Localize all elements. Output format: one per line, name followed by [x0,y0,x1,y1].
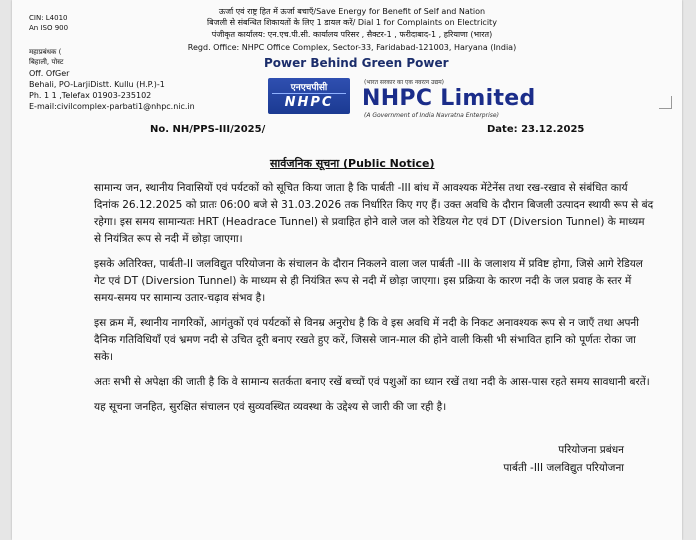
tagline: Power Behind Green Power [264,56,449,70]
regd-office-hindi: पंजीकृत कार्यालय: एन.एच.पी.सी. कार्यालय परिसर , सैक्टर-1 , फरीदाबाद-1 , हरियाणा (भारत) [211,30,493,39]
brand-subtitle: (A Government of India Navratna Enterprise) [364,112,499,119]
corner-mark [659,96,672,109]
brand-hindi-subtitle: (भारत सरकार का एक नवरत्न उद्यम) [364,79,445,86]
paragraph-3: इस क्रम में, स्थानीय नागरिकों, आगंतुकों एवं पर्यटकों से विनम्र अनुरोध है कि वे इस अवधि में नदी के निकट अनावश्यक रूप से न जाएँ तथा अपनी दैनिक गतिविधियाँ एवं भ्रमण नदी से उचित दूरी बनाए रखते हुए करें, जिससे जान-माल की होने वाली किसी भी संभावित हानि को पूर्णतः रोका जा सके। [94,317,639,363]
paragraph-1: सामान्य जन, स्थानीय निवासियों एवं पर्यटकों को सूचित किया जाता है कि पार्बती -III बांध में आवश्यक मेंटेनेंस तथा रख-रखाव से संबंधित कार्य दिनांक 26.12.2025 को प्रातः 06:00 बजे से 31.03.2026 तक निर्धारित किए गए हैं। उक्त अवधि के दौरान बिजली उत्पादन स्थायी रूप से बंद रहेगा। इस समय सामान्यतः HRT (Headrace Tunnel) से प्रवाहित होने वाले जल को रेडियल गेट एवं DT (Diversion Tunnel) के माध्यम से नियंत्रित रूप से नदी में छोड़ा जाएगा। [94,182,654,245]
notice-date: Date: 23.12.2025 [487,124,585,135]
address-line-4: Behali, PO-LarjiDistt. Kullu (H.P.)-1 [29,80,165,89]
notice-title: सार्वजनिक सूचना (Public Notice) [270,157,435,170]
logo-divider [272,93,346,94]
paragraph-5: यह सूचना जनहित, सुरक्षित संचालन एवं सुव्यवस्थित व्यवस्था के उद्देश्य से जारी की जा रही है। [94,401,447,413]
paragraph-4: अतः सभी से अपेक्षा की जाती है कि वे सामान्य सतर्कता बनाए रखें बच्चों एवं पशुओं का ध्यान रखें तथा नदी के आस-पास रहते समय सावधानी बरतें। [94,376,650,388]
notice-body [94,180,654,424]
paragraph-2: इसके अतिरिक्त, पार्बती-II जलविद्युत परियोजना के संचालन के दौरान निकलने वाला जल पार्बती -III के जलाशय में प्रविष्ट होगा, जिसे आगे रेडियल गेट एवं DT (Diversion Tunnel) के माध्यम से ही नियंत्रित रूप से नदी में छोड़ा जाएगा। इस प्रक्रिया के कारण नदी के जल प्रवाह के स्तर में समय-समय पर सामान्य उतार-चढ़ाव संभव है। [94,258,643,304]
complaint-line: बिजली से संबन्धित शिकायतों के लिए 1 डायल करें/ Dial 1 for Complaints on Electricity [207,18,497,27]
address-line-1: महाप्रबंधक ( [29,48,62,56]
brand-name: NHPC Limited [362,86,536,111]
energy-slogan: ऊर्जा एवं राष्ट्र हित में ऊर्जा बचाएँ/Save Energy for Benefit of Self and Nation [218,7,486,16]
signature-project: पार्बती -III जलविद्युत परियोजना [503,462,624,474]
iso-certification: An ISO 900 [29,24,69,32]
cin-number: CIN: L4010 [29,14,68,22]
logo-latin-text: NHPC [284,95,334,110]
signature-designation: परियोजना प्रबंधन [558,444,624,456]
regd-office-english: Regd. Office: NHPC Office Complex, Sector-33, Faridabad-121003, Haryana (India) [187,43,517,52]
email-line: E-mail:civilcomplex-parbati1@nhpc.nic.in [29,102,195,111]
nhpc-logo [268,78,350,114]
address-line-2: बिहाली, पोस्ट [29,58,64,66]
address-line-3: Off. OfGer [29,69,70,78]
logo-hindi-text: एनएचपीसी [290,83,328,93]
notice-document [12,0,682,540]
reference-number: No. NH/PPS-III/2025/ [150,124,266,135]
phone-line: Ph. 1 1 ,Telefax 01903-235102 [29,91,152,100]
